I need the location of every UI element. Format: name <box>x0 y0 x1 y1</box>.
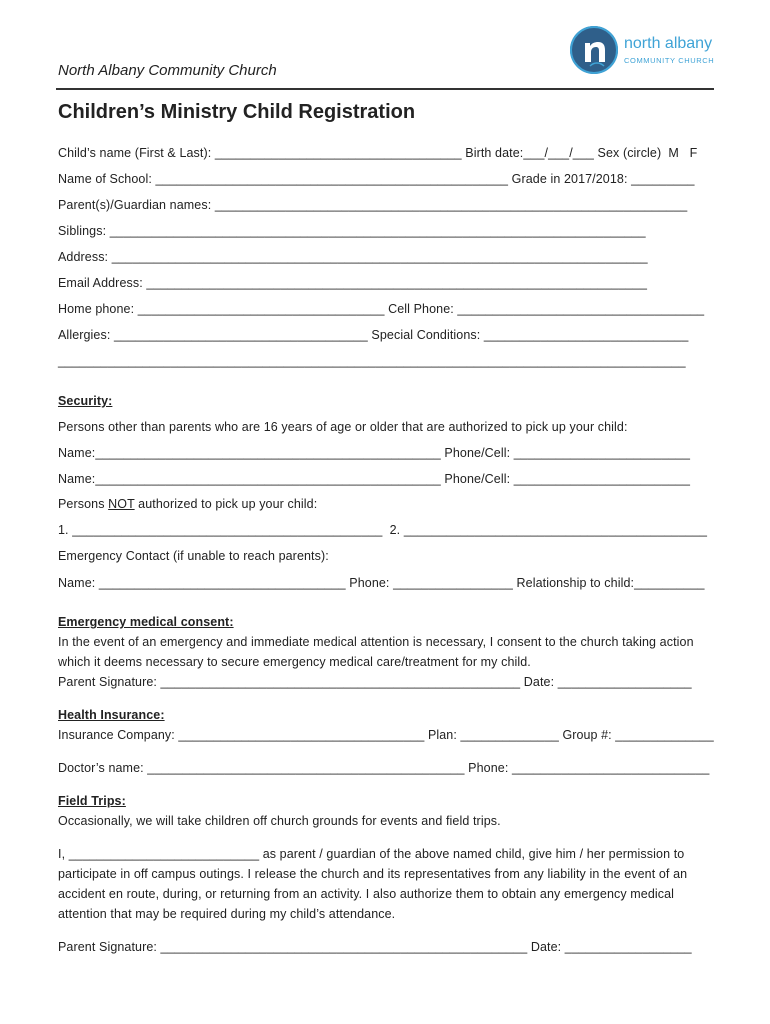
header-divider <box>56 88 714 90</box>
organization-name: North Albany Community Church <box>58 62 277 79</box>
medical-text-2: which it deems necessary to secure emergency medical care/treatment for my child. <box>58 655 531 669</box>
field-trips-intro: Occasionally, we will take children off church grounds for events and field trips. <box>58 814 501 828</box>
allergies-line[interactable]: Allergies: ____________________________________ Special Conditions: _____________________________ <box>58 328 689 342</box>
field-trips-paragraph-3: accident en route, during, or returning from an activity. I also authorize them to obtain any emergency medical <box>58 887 675 901</box>
field-trips-paragraph-4: attention that may be required during my child’s attendance. <box>58 907 396 921</box>
phones-line[interactable]: Home phone: ___________________________________ Cell Phone: ___________________________________ <box>58 302 705 316</box>
parents-line[interactable]: Parent(s)/Guardian names: ___________________________________________________________________ <box>58 198 688 212</box>
school-line[interactable]: Name of School: __________________________________________________ Grade in 2017/2018: _________ <box>58 172 695 186</box>
not-authorized-entries[interactable]: 1. ____________________________________________ 2. ___________________________________________ <box>58 523 708 537</box>
church-logo <box>570 26 720 82</box>
address-line[interactable]: Address: ____________________________________________________________________________ <box>58 250 648 264</box>
field-trips-paragraph-1[interactable]: I, ___________________________ as parent / guardian of the above named child, give him / her permission to <box>58 847 685 861</box>
field-trips-heading: Field Trips: <box>58 794 126 808</box>
security-heading: Security: <box>58 394 113 408</box>
email-line[interactable]: Email Address: _______________________________________________________________________ <box>58 276 648 290</box>
not-authorized-label <box>58 497 317 511</box>
authorized-person-1[interactable]: Name:_________________________________________________ Phone/Cell: _________________________ <box>58 446 691 460</box>
medical-text-1: In the event of an emergency and immediate medical attention is necessary, I consent to the church taking action <box>58 635 694 649</box>
emergency-contact-line[interactable]: Name: ___________________________________ Phone: _________________ Relationship to child:__________ <box>58 576 705 590</box>
field-trips-paragraph-2: participate in off campus outings. I release the church and its representatives from any liability in the event of an <box>58 867 688 881</box>
doctor-line[interactable]: Doctor’s name: _____________________________________________ Phone: ____________________________ <box>58 761 710 775</box>
logo-name: north albany <box>624 35 713 52</box>
insurance-heading: Health Insurance: <box>58 708 165 722</box>
child-name-line[interactable]: Child’s name (First & Last): ___________________________________ Birth date:___/___/___ Sex (circle) M F <box>58 146 698 160</box>
siblings-line[interactable]: Siblings: ____________________________________________________________________________ <box>58 224 646 238</box>
authorized-person-2[interactable]: Name:_________________________________________________ Phone/Cell: _________________________ <box>58 472 691 486</box>
insurance-company-line[interactable]: Insurance Company: ___________________________________ Plan: ______________ Group #: ______________ <box>58 728 714 742</box>
medical-heading: Emergency medical consent: <box>58 615 234 629</box>
extra-blank-line[interactable]: _________________________________________________________________________________________ <box>58 354 686 368</box>
not-authorized-pre: Persons <box>58 497 109 511</box>
page-title: Children’s Ministry Child Registration <box>58 101 416 123</box>
logo-subtitle: COMMUNITY CHURCH <box>624 56 715 65</box>
security-intro: Persons other than parents who are 16 years of age or older that are authorized to pick up your child: <box>58 420 628 434</box>
not-authorized-post: authorized to pick up your child: <box>134 497 318 511</box>
emergency-contact-label: Emergency Contact (if unable to reach parents): <box>58 549 329 563</box>
n-letter-icon <box>570 26 618 74</box>
trips-signature-line[interactable]: Parent Signature: ____________________________________________________ Date: __________________ <box>58 940 692 954</box>
medical-signature-line[interactable]: Parent Signature: ___________________________________________________ Date: ___________________ <box>58 675 692 689</box>
not-word: NOT <box>108 497 135 511</box>
